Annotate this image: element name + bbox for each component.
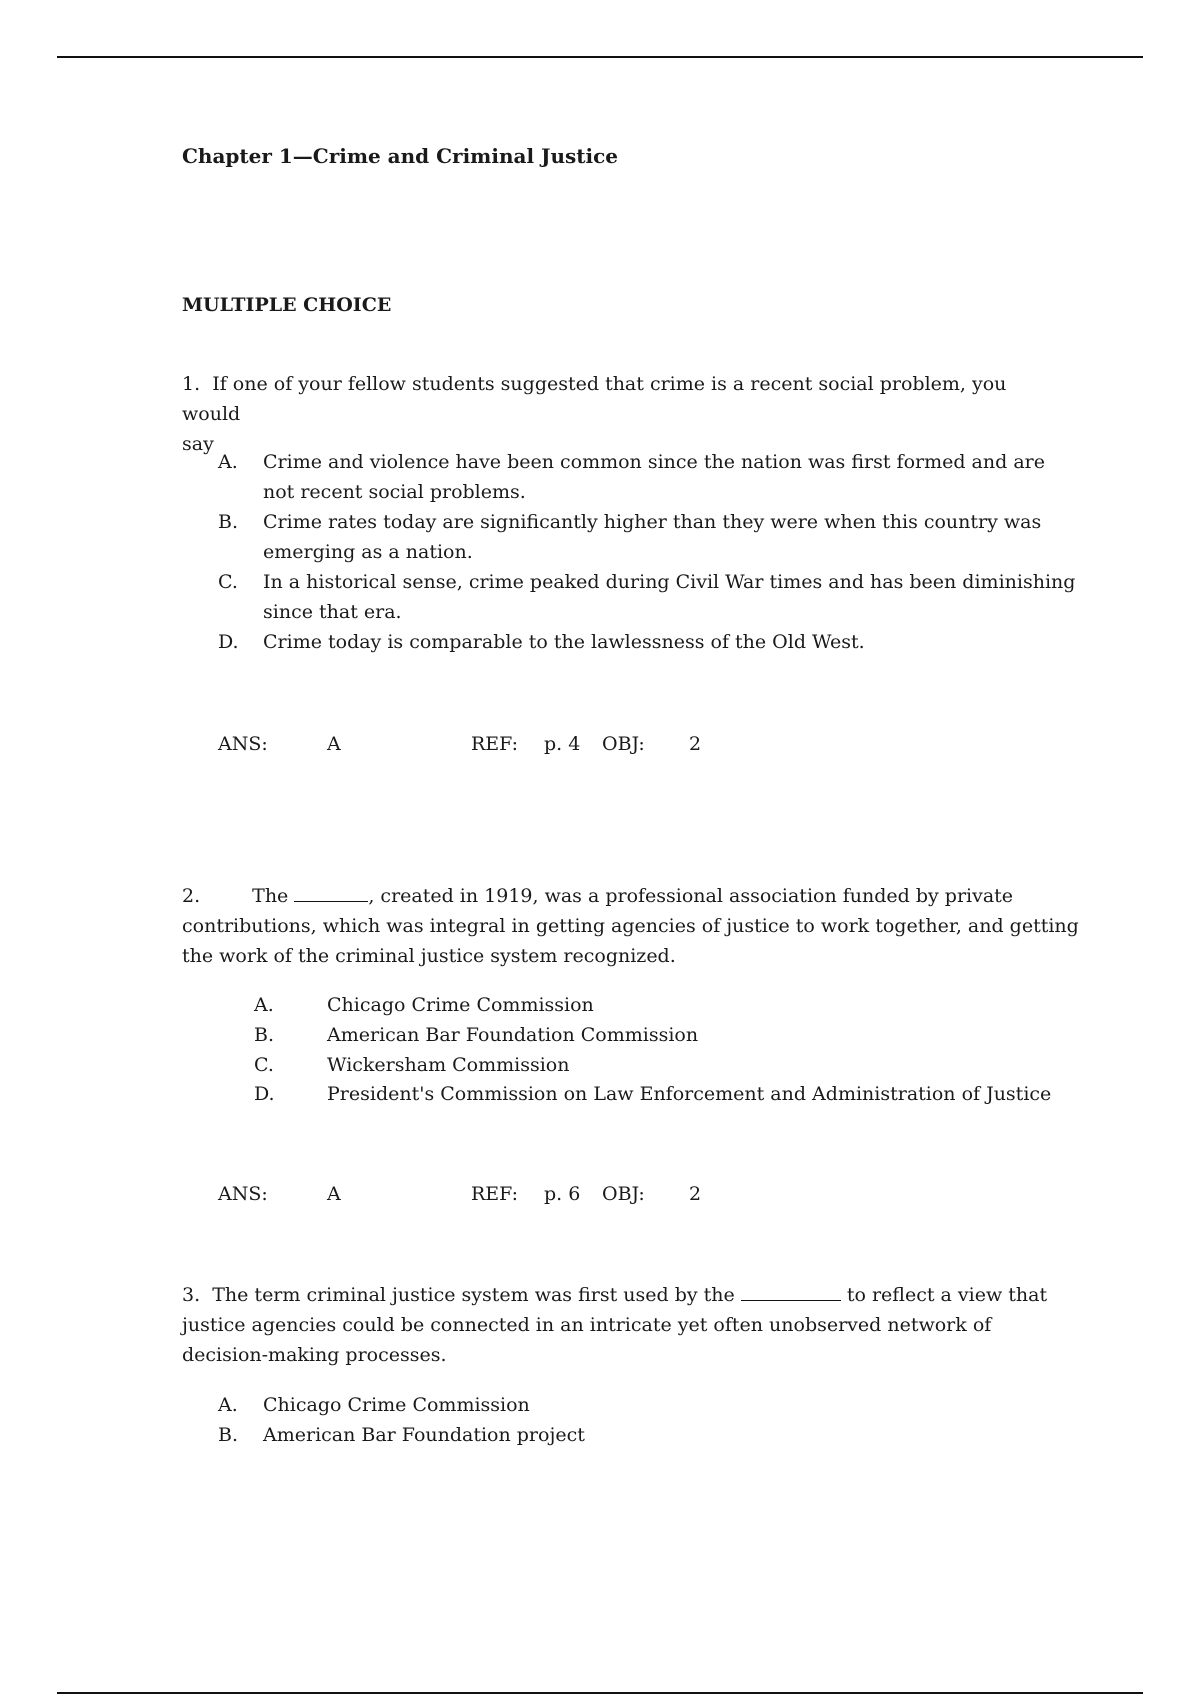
question-3-stem-line2: justice agencies could be connected in an intricate yet often unobserved network of — [182, 1314, 992, 1336]
question-2-choice-a — [254, 990, 1054, 1020]
question-2-stem — [182, 881, 1082, 971]
choice-letter: D. — [218, 631, 239, 653]
choice-letter: A. — [218, 1394, 238, 1416]
question-1-stem — [182, 369, 1062, 459]
question-1-stem-line1: If one of your fellow students suggested that crime is a recent social problem, you would — [182, 373, 1007, 425]
chapter-title: Chapter 1—Crime and Criminal Justice — [182, 144, 619, 168]
question-2-stem-line2: contributions, which was integral in getting agencies of justice to work together, and getting — [182, 915, 1079, 937]
choice-text: Crime and violence have been common since the nation was first formed and are — [263, 451, 1045, 473]
choice-letter: C. — [218, 571, 238, 593]
choice-text: President's Commission on Law Enforcement and Administration of Justice — [327, 1083, 1052, 1105]
question-3-stem-post: to reflect a view that — [846, 1284, 1048, 1306]
question-3-number: 3. — [182, 1284, 201, 1306]
obj-value: 2 — [689, 733, 702, 755]
choice-letter: B. — [218, 511, 239, 533]
choice-text: since that era. — [263, 601, 402, 623]
choice-letter: D. — [254, 1083, 275, 1105]
choice-text: American Bar Foundation Commission — [327, 1024, 699, 1046]
question-3-stem-pre: The term criminal justice system was first used by the — [212, 1284, 735, 1306]
question-2-choice-d — [254, 1079, 1054, 1109]
question-3-choice-a — [218, 1390, 1018, 1420]
choice-text: Chicago Crime Commission — [263, 1394, 530, 1416]
ref-value: p. 4 — [544, 733, 581, 755]
obj-label: OBJ: — [602, 1183, 645, 1205]
question-1-answer-meta — [0, 729, 1200, 759]
question-3-choice-b — [218, 1420, 1018, 1450]
question-2-choice-b — [254, 1020, 1054, 1050]
choice-text: Crime rates today are significantly higher than they were when this country was — [263, 511, 1042, 533]
question-2-choice-c — [254, 1050, 1054, 1080]
ans-label: ANS: — [218, 733, 268, 755]
ans-value: A — [327, 1183, 341, 1205]
fill-in-blank — [294, 901, 368, 902]
question-3-stem — [182, 1280, 1082, 1370]
choice-text: Wickersham Commission — [327, 1054, 570, 1076]
fill-in-blank — [741, 1300, 841, 1301]
choice-text: American Bar Foundation project — [263, 1424, 585, 1446]
choice-text: Chicago Crime Commission — [327, 994, 594, 1016]
ref-value: p. 6 — [544, 1183, 581, 1205]
obj-value: 2 — [689, 1183, 702, 1205]
question-2-answer-meta — [0, 1179, 1200, 1209]
question-2-stem-line3: the work of the criminal justice system recognized. — [182, 945, 676, 967]
obj-label: OBJ: — [602, 733, 645, 755]
choice-text: not recent social problems. — [263, 481, 526, 503]
section-heading: MULTIPLE CHOICE — [182, 294, 392, 316]
choice-letter: B. — [218, 1424, 239, 1446]
question-3-stem-line3: decision-making processes. — [182, 1344, 447, 1366]
ref-label: REF: — [471, 1183, 519, 1205]
question-1-number: 1. — [182, 373, 201, 395]
ans-label: ANS: — [218, 1183, 268, 1205]
top-rule — [57, 56, 1143, 58]
choice-text: In a historical sense, crime peaked during Civil War times and has been diminishing — [263, 571, 1076, 593]
ans-value: A — [327, 733, 341, 755]
choice-letter: A. — [254, 994, 274, 1016]
choice-text: Crime today is comparable to the lawlessness of the Old West. — [263, 631, 865, 653]
question-2-number: 2. — [182, 885, 201, 907]
question-1-stem-line2: say — [182, 433, 214, 455]
choice-letter: A. — [218, 451, 238, 473]
choice-letter: B. — [254, 1024, 275, 1046]
choice-letter: C. — [254, 1054, 274, 1076]
question-2-stem-pre: The — [252, 885, 289, 907]
choice-text: emerging as a nation. — [263, 541, 473, 563]
question-2-stem-post: , created in 1919, was a professional association funded by private — [368, 885, 1014, 907]
ref-label: REF: — [471, 733, 519, 755]
bottom-rule — [57, 1692, 1143, 1694]
